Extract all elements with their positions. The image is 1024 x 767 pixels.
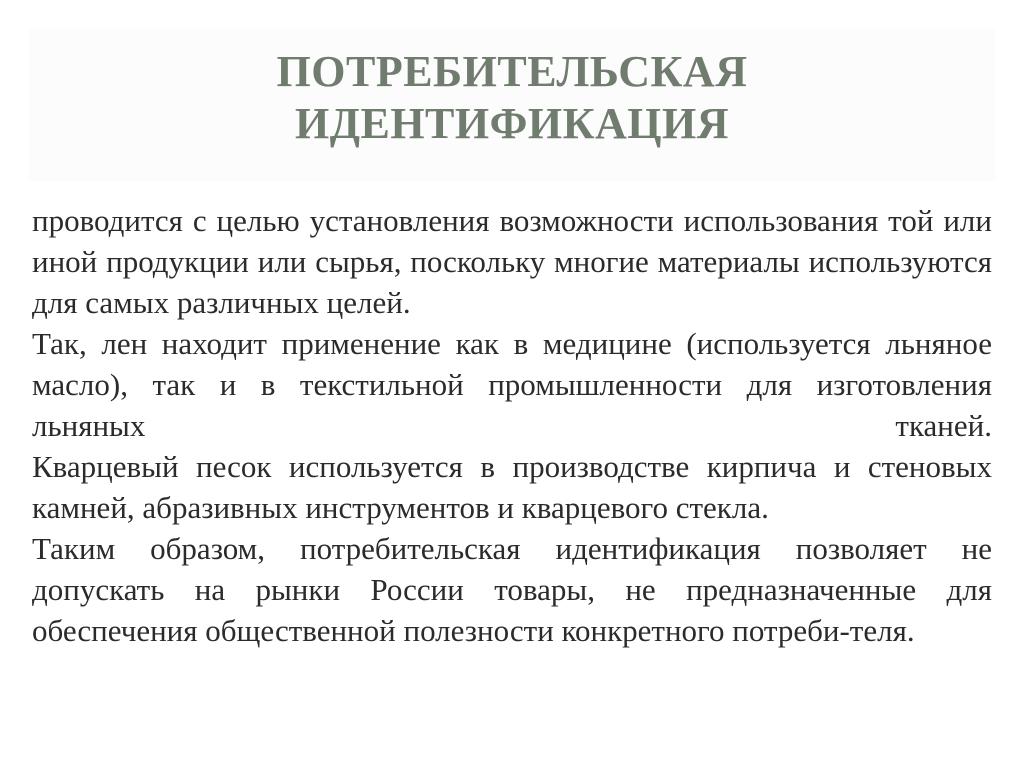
paragraph-quartz-example: Кварцевый песок используется в производстве кирпича и стеновых камней, абразивных инструментов и кварцевого стекла. bbox=[32, 449, 992, 525]
slide-title-line-1: ПОТРЕБИТЕЛЬСКАЯ bbox=[276, 47, 748, 96]
paragraph-flax-example: Так, лен находит применение как в медицине (используется льняное масло), так и в текстильной промышленности для изготовления льняных тканей. bbox=[32, 326, 992, 443]
slide-title bbox=[0, 46, 1024, 150]
paragraph-conclusion: Таким образом, потребительская идентификация позволяет не допускать на рынки России товары, не предназначенные для обеспечения общественной полезности конкретного потреби-теля. bbox=[32, 531, 992, 648]
paragraph-purpose: проводится с целью установления возможности использования той или иной продукции или сырья, поскольку многие материалы используются для самых различных целей. bbox=[32, 203, 992, 320]
slide-title-line-2: ИДЕНТИФИКАЦИЯ bbox=[294, 99, 730, 148]
body-text bbox=[32, 200, 992, 651]
